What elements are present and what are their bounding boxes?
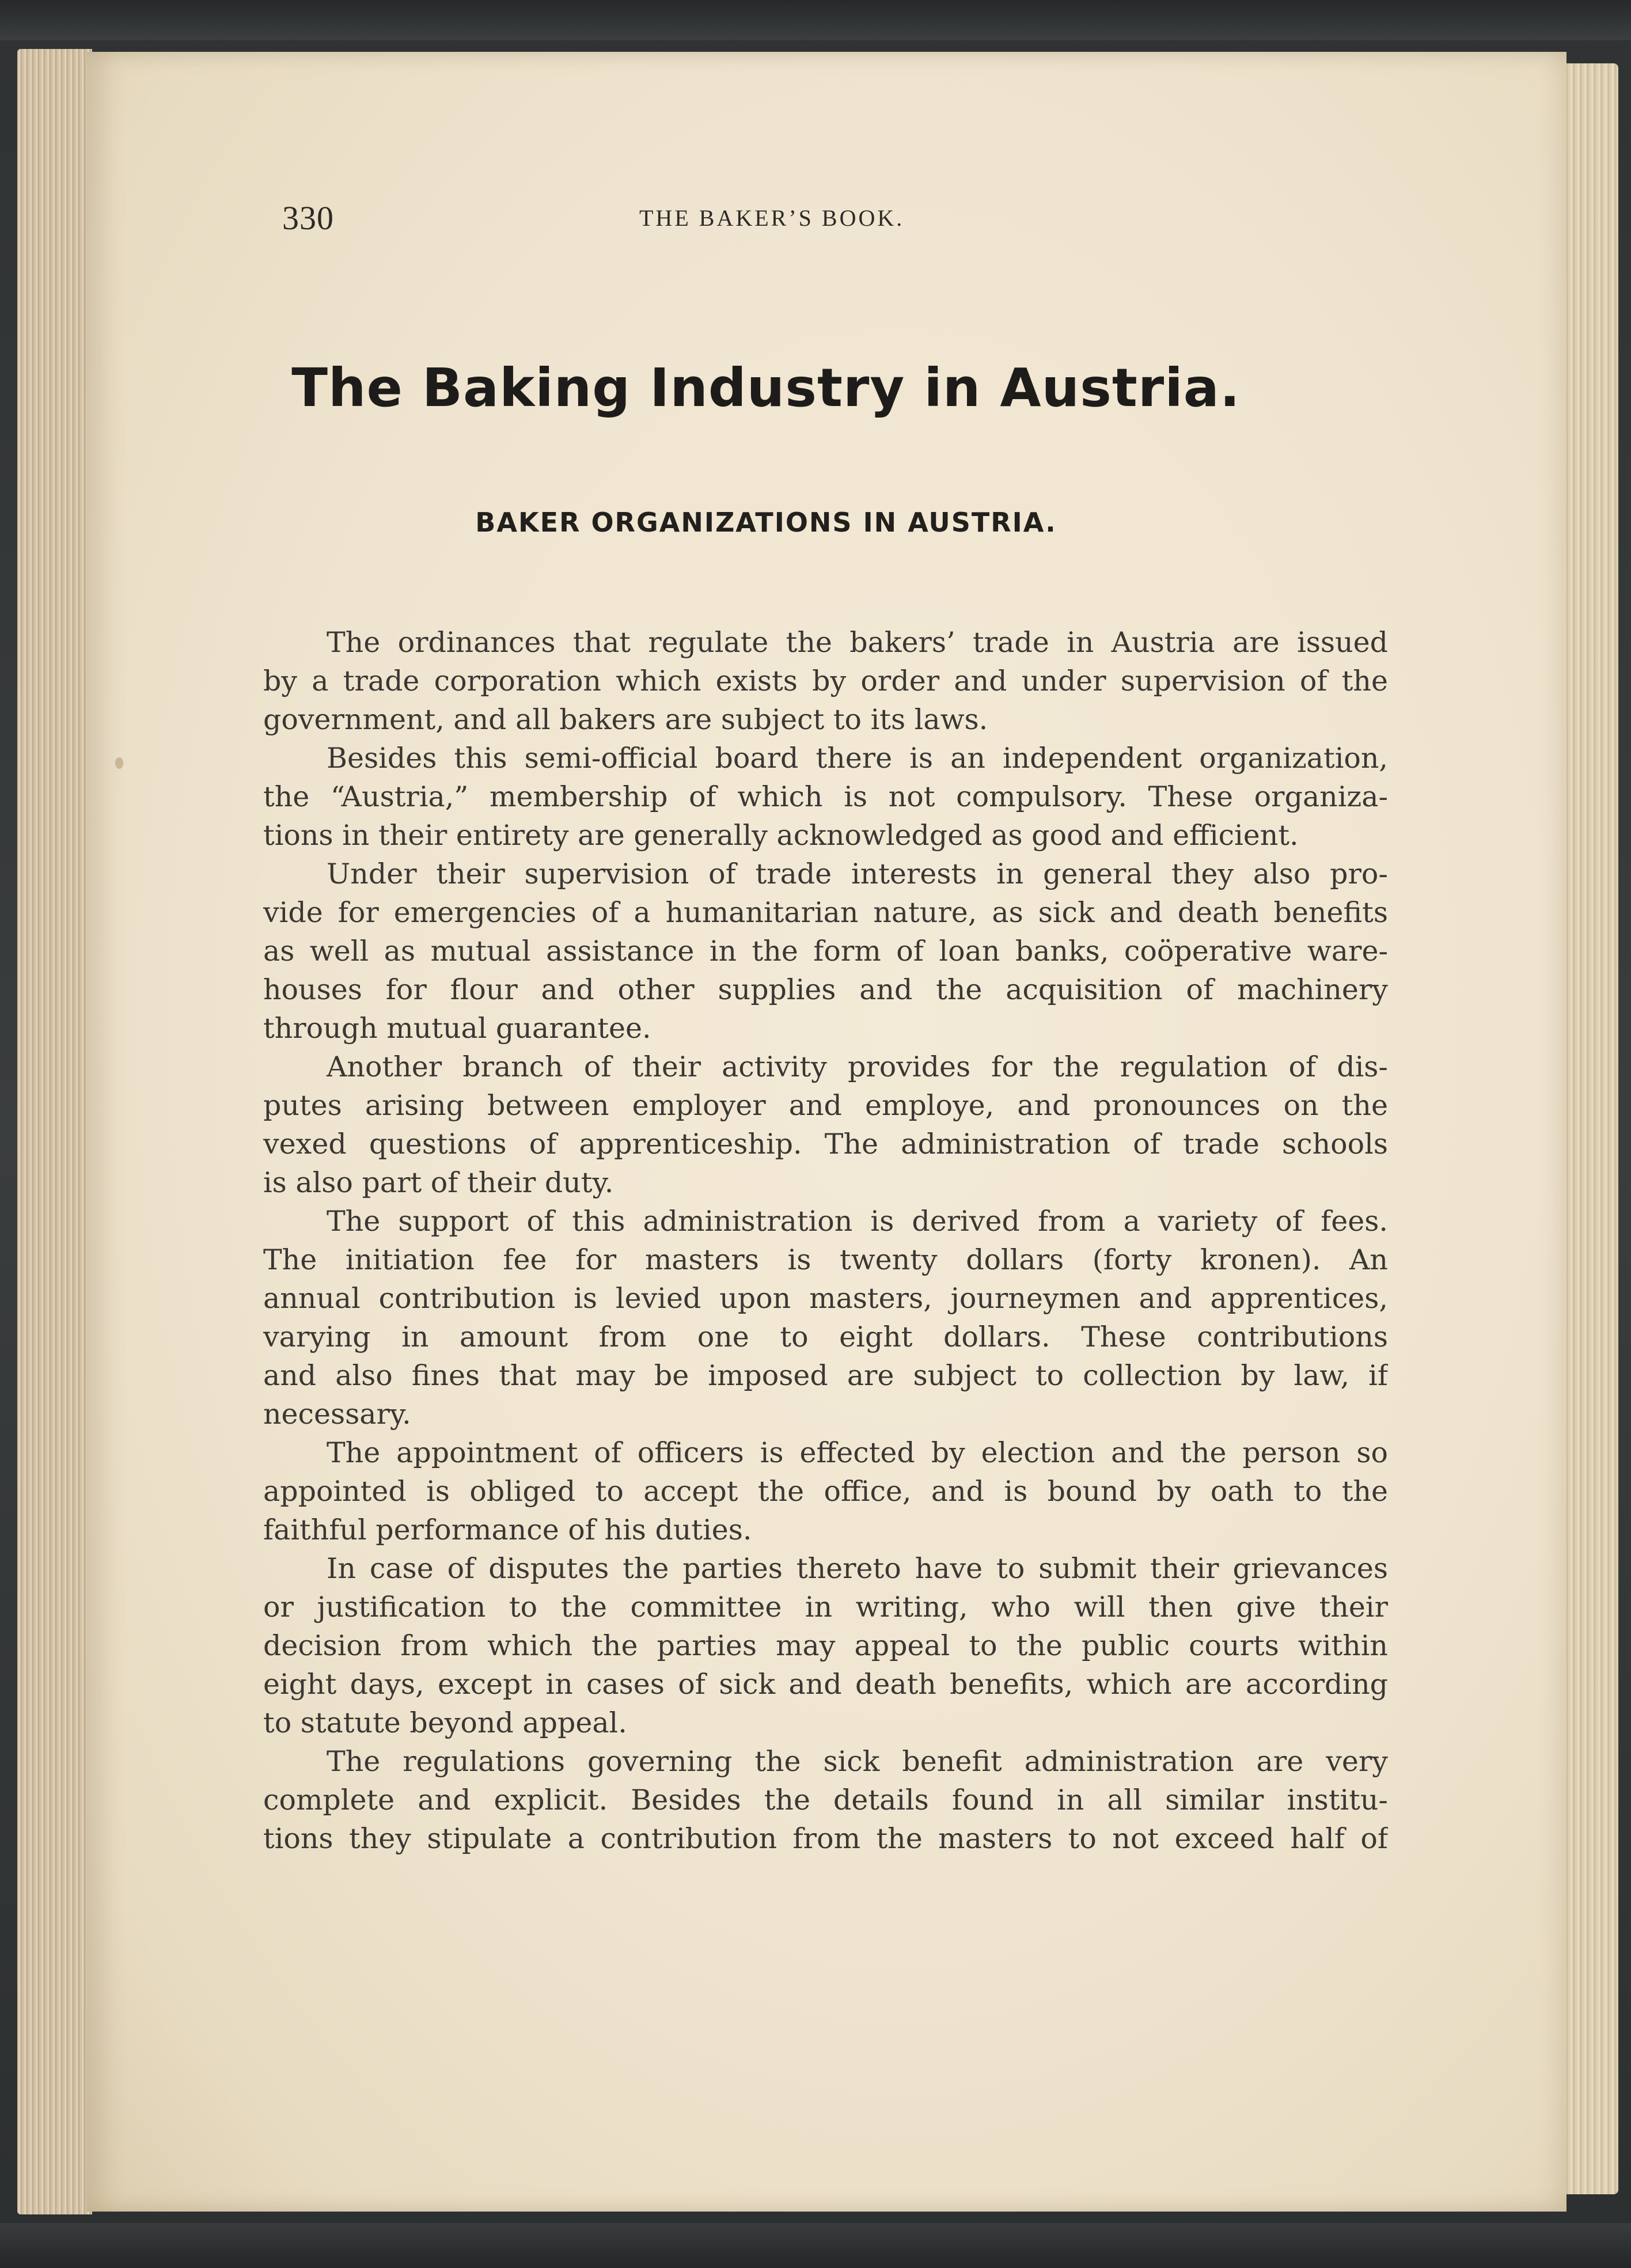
text-line: through mutual guarantee.: [263, 1012, 651, 1045]
paper-speck: [115, 757, 123, 769]
text-line: vide for emergencies of a humanitarian nature, as sick and death benefits: [263, 896, 1388, 929]
text-line: The ordinances that regulate the bakers’ trade in Austria are issued: [327, 626, 1388, 659]
text-line: faithful performance of his duties.: [263, 1514, 752, 1546]
text-line: necessary.: [263, 1398, 411, 1431]
text-line: is also part of their duty.: [263, 1166, 614, 1199]
text-line: to statute beyond appeal.: [263, 1706, 627, 1739]
page-edges-left: [17, 49, 92, 2214]
text-line: complete and explicit. Besides the details found in all similar institu-: [263, 1784, 1388, 1816]
text-line: In case of disputes the parties thereto have to submit their grievances: [327, 1552, 1388, 1585]
text-line: tions in their entirety are generally acknowledged as good and efficient.: [263, 819, 1299, 852]
text-line: Besides this semi-official board there is an independent organization,: [327, 742, 1388, 775]
text-line: The appointment of officers is effected by election and the person so: [327, 1436, 1388, 1469]
running-title: THE BAKER’S BOOK.: [639, 205, 905, 231]
book-cover-top: [0, 0, 1631, 40]
text-line: The regulations governing the sick benefit administration are very: [327, 1745, 1388, 1778]
text-line: The support of this administration is derived from a variety of fees.: [327, 1205, 1388, 1238]
text-line: putes arising between employer and employe, and pronounces on the: [263, 1089, 1388, 1122]
text-line: Under their supervision of trade interests in general they also pro-: [327, 858, 1388, 890]
text-line: appointed is obliged to accept the office, and is bound by oath to the: [263, 1475, 1388, 1508]
section-heading: BAKER ORGANIZATIONS IN AUSTRIA.: [475, 507, 1057, 538]
text-line: vexed questions of apprenticeship. The administration of trade schools: [263, 1128, 1388, 1160]
text-line: Another branch of their activity provides for the regulation of dis-: [327, 1050, 1388, 1083]
body-text: [263, 623, 1388, 1858]
text-line: decision from which the parties may appeal to the public courts within: [263, 1629, 1388, 1662]
text-line: The initiation fee for masters is twenty dollars (forty kronen). An: [263, 1243, 1388, 1276]
text-line: tions they stipulate a contribution from the masters to not exceed half of: [263, 1822, 1388, 1855]
text-line: the “Austria,” membership of which is not compulsory. These organiza-: [263, 780, 1388, 813]
book-cover-bottom: [0, 2223, 1631, 2268]
page-number: 330: [282, 199, 334, 237]
text-line: houses for flour and other supplies and the acquisition of machinery: [263, 973, 1388, 1006]
text-line: annual contribution is levied upon masters, journeymen and apprentices,: [263, 1282, 1388, 1315]
text-line: varying in amount from one to eight dollars. These contributions: [263, 1321, 1388, 1353]
text-line: as well as mutual assistance in the form of loan banks, coöperative ware-: [263, 935, 1388, 968]
text-line: and also fines that may be imposed are subject to collection by law, if: [263, 1359, 1388, 1392]
text-line: eight days, except in cases of sick and death benefits, which are according: [263, 1668, 1388, 1701]
text-line: government, and all bakers are subject to its laws.: [263, 703, 988, 736]
running-head: [282, 199, 1117, 251]
text-line: by a trade corporation which exists by order and under supervision of the: [263, 665, 1388, 697]
text-line: or justification to the committee in writing, who will then give their: [263, 1591, 1388, 1624]
chapter-title: The Baking Industry in Austria.: [291, 357, 1241, 419]
